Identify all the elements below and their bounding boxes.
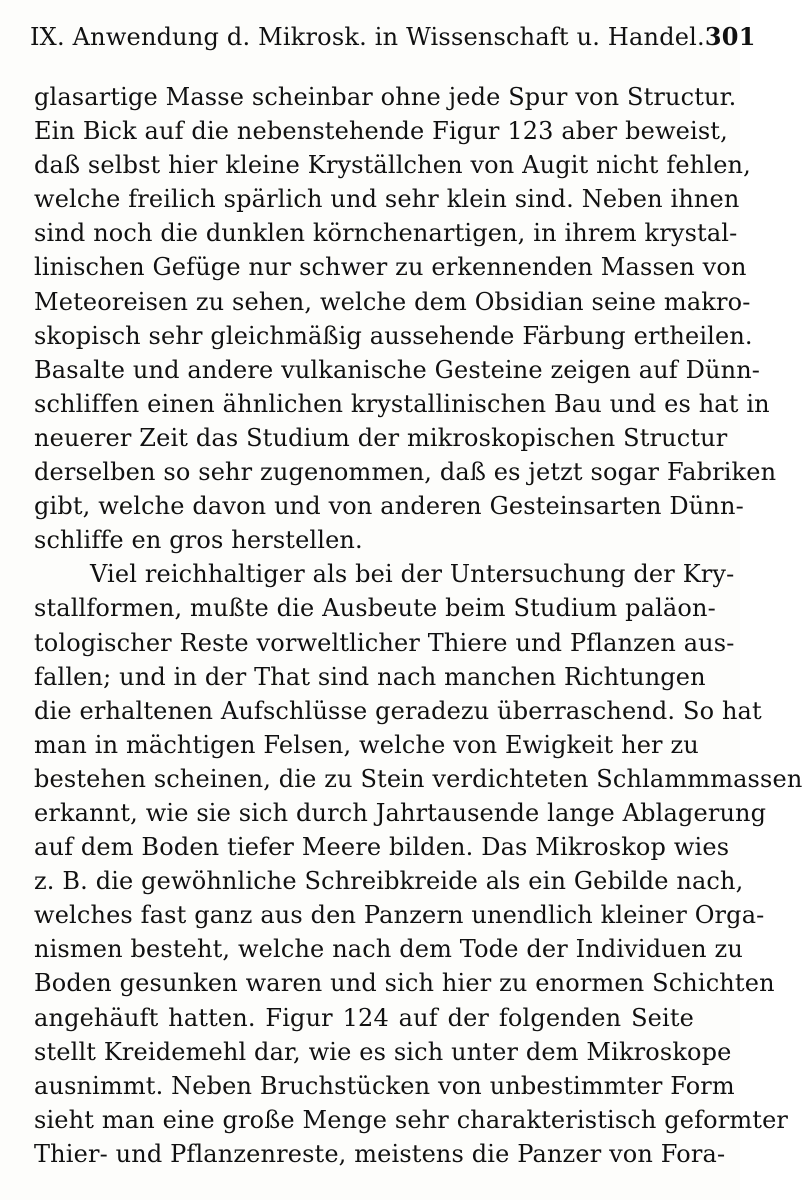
text-line: welche freilich spärlich und sehr klein sind. Neben ihnen — [34, 185, 740, 214]
text-line: ausnimmt. Neben Bruchstücken von unbestimmter Form — [34, 1071, 735, 1100]
text-line: z. B. die gewöhnliche Schreibkreide als ein Gebilde nach, — [34, 867, 744, 896]
running-header — [30, 22, 756, 62]
text-line: neuerer Zeit das Studium der mikroskopischen Structur — [34, 423, 728, 452]
text-line: die erhaltenen Aufschlüsse geradezu überraschend. So hat — [34, 696, 762, 725]
text-line: stallformen, mußte die Ausbeute beim Studium paläon- — [34, 594, 716, 623]
text-line: gibt, welche davon und von anderen Gesteinsarten Dünn- — [34, 492, 744, 521]
text-line: skopisch sehr gleichmäßig aussehende Färbung ertheilen. — [34, 321, 753, 350]
text-line: bestehen scheinen, die zu Stein verdichteten Schlammmassen — [34, 764, 802, 793]
text-line: angehäuft hatten. Figur 124 auf der folgenden Seite — [34, 1003, 694, 1032]
text-line: erkannt, wie sie sich durch Jahrtausende lange Ablagerung — [34, 798, 767, 827]
text-line: Meteoreisen zu sehen, welche dem Obsidian seine makro- — [34, 287, 751, 316]
text-line: Ein Bick auf die nebenstehende Figur 123 aber beweist, — [34, 117, 728, 146]
text-line: linischen Gefüge nur schwer zu erkennenden Massen von — [34, 253, 747, 282]
text-line: fallen; und in der That sind nach manchen Richtungen — [34, 662, 706, 691]
body-text — [34, 80, 802, 1171]
text-line: daß selbst hier kleine Kryställchen von Augit nicht fehlen, — [34, 151, 751, 180]
text-line: schliffe en gros herstellen. — [34, 526, 363, 555]
text-line: stellt Kreidemehl dar, wie es sich unter dem Mikroskope — [34, 1037, 732, 1066]
text-line: Basalte und andere vulkanische Gesteine zeigen auf Dünn- — [34, 355, 761, 384]
paragraph-1 — [34, 80, 777, 557]
text-line: sieht man eine große Menge sehr charakteristisch geformter — [34, 1105, 789, 1134]
paragraph-2 — [34, 557, 802, 1171]
text-line: Thier- und Pflanzenreste, meistens die Panzer von Fora- — [34, 1139, 726, 1168]
running-title: IX. Anwendung d. Mikrosk. in Wissenschaft u. Handel. — [30, 23, 705, 51]
text-line: tologischer Reste vorweltlicher Thiere und Pflanzen aus- — [34, 628, 735, 657]
text-line: sind noch die dunklen körnchenartigen, in ihrem krystal- — [34, 219, 738, 248]
text-line: nismen besteht, welche nach dem Tode der Individuen zu — [34, 935, 743, 964]
text-line: schliffen einen ähnlichen krystallinischen Bau und es hat in — [34, 389, 770, 418]
text-line: man in mächtigen Felsen, welche von Ewigkeit her zu — [34, 730, 699, 759]
page-number: 301 — [704, 22, 756, 51]
text-line: Viel reichhaltiger als bei der Untersuchung der Kry- — [90, 560, 735, 589]
text-line: glasartige Masse scheinbar ohne jede Spur von Structur. — [34, 83, 737, 111]
text-line: derselben so sehr zugenommen, daß es jetzt sogar Fabriken — [34, 458, 777, 487]
text-line: welches fast ganz aus den Panzern unendlich kleiner Orga- — [34, 901, 765, 930]
text-line: auf dem Boden tiefer Meere bilden. Das Mikroskop wies — [34, 833, 730, 862]
text-line: Boden gesunken waren und sich hier zu enormen Schichten — [34, 969, 775, 998]
